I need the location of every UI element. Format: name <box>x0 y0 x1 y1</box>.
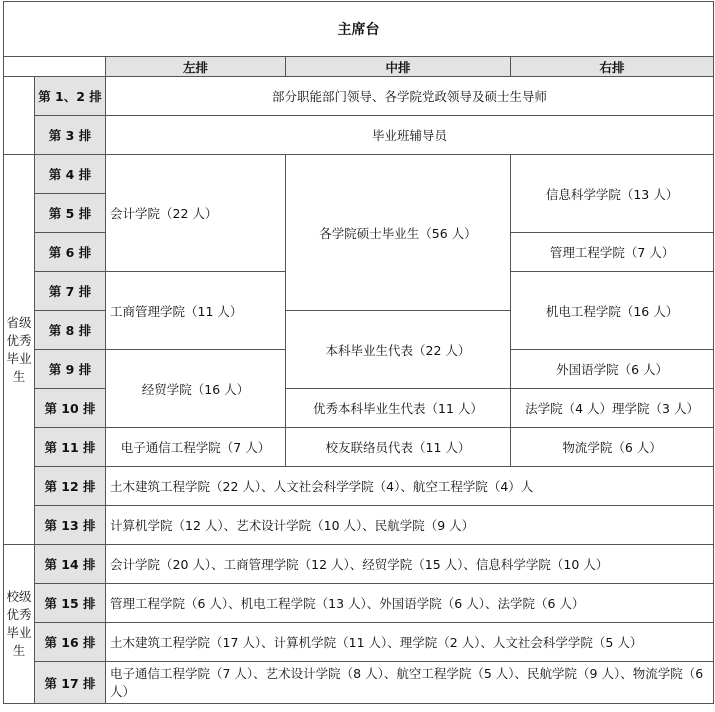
seating-cell: 部分职能部门领导、各学院党政领导及硕士生导师 <box>106 77 714 116</box>
seating-cell: 经贸学院（16 人） <box>106 350 286 428</box>
row-label: 第 17 排 <box>35 662 106 704</box>
group-blank <box>4 77 35 155</box>
row-label: 第 12 排 <box>35 467 106 506</box>
seating-cell: 物流学院（6 人） <box>511 428 714 467</box>
seating-cell: 土木建筑工程学院（17 人）、计算机学院（11 人）、理学院（2 人）、人文社会科学学院（5 人） <box>106 623 714 662</box>
header-right: 右排 <box>511 57 714 77</box>
row-label: 第 13 排 <box>35 506 106 545</box>
header-blank <box>4 57 106 77</box>
seating-cell: 计算机学院（12 人）、艺术设计学院（10 人）、民航学院（9 人） <box>106 506 714 545</box>
seating-cell: 会计学院（20 人）、工商管理学院（12 人）、经贸学院（15 人）、信息科学学院（10 人） <box>106 545 714 584</box>
seating-cell: 优秀本科毕业生代表（11 人） <box>286 389 511 428</box>
row-label: 第 8 排 <box>35 311 106 350</box>
group-label-provincial: 省级优秀毕业生 <box>4 155 35 545</box>
row-label: 第 16 排 <box>35 623 106 662</box>
seating-cell: 校友联络员代表（11 人） <box>286 428 511 467</box>
table-title: 主席台 <box>4 2 714 57</box>
seating-cell: 机电工程学院（16 人） <box>511 272 714 350</box>
seating-cell: 管理工程学院（7 人） <box>511 233 714 272</box>
row-label: 第 11 排 <box>35 428 106 467</box>
seating-cell: 各学院硕士毕业生（56 人） <box>286 155 511 311</box>
row-label: 第 14 排 <box>35 545 106 584</box>
row-label: 第 5 排 <box>35 194 106 233</box>
row-label: 第 9 排 <box>35 350 106 389</box>
seating-cell: 本科毕业生代表（22 人） <box>286 311 511 389</box>
seating-cell: 工商管理学院（11 人） <box>106 272 286 350</box>
seating-cell: 管理工程学院（6 人）、机电工程学院（13 人）、外国语学院（6 人）、法学院（6 人） <box>106 584 714 623</box>
seating-cell: 毕业班辅导员 <box>106 116 714 155</box>
header-left: 左排 <box>106 57 286 77</box>
row-label: 第 6 排 <box>35 233 106 272</box>
row-label: 第 4 排 <box>35 155 106 194</box>
header-middle: 中排 <box>286 57 511 77</box>
row-label: 第 10 排 <box>35 389 106 428</box>
row-label: 第 3 排 <box>35 116 106 155</box>
seating-cell: 土木建筑工程学院（22 人）、人文社会科学学院（4）、航空工程学院（4）人 <box>106 467 714 506</box>
seating-cell: 信息科学学院（13 人） <box>511 155 714 233</box>
seating-cell: 电子通信工程学院（7 人）、艺术设计学院（8 人）、航空工程学院（5 人）、民航学院（9 人）、物流学院（6 人） <box>106 662 714 704</box>
seating-table <box>3 1 714 704</box>
row-label: 第 1、2 排 <box>35 77 106 116</box>
group-label-school: 校级优秀毕业生 <box>4 545 35 704</box>
seating-cell: 电子通信工程学院（7 人） <box>106 428 286 467</box>
seating-cell: 会计学院（22 人） <box>106 155 286 272</box>
row-label: 第 7 排 <box>35 272 106 311</box>
seating-cell: 外国语学院（6 人） <box>511 350 714 389</box>
row-label: 第 15 排 <box>35 584 106 623</box>
seating-cell: 法学院（4 人）理学院（3 人） <box>511 389 714 428</box>
